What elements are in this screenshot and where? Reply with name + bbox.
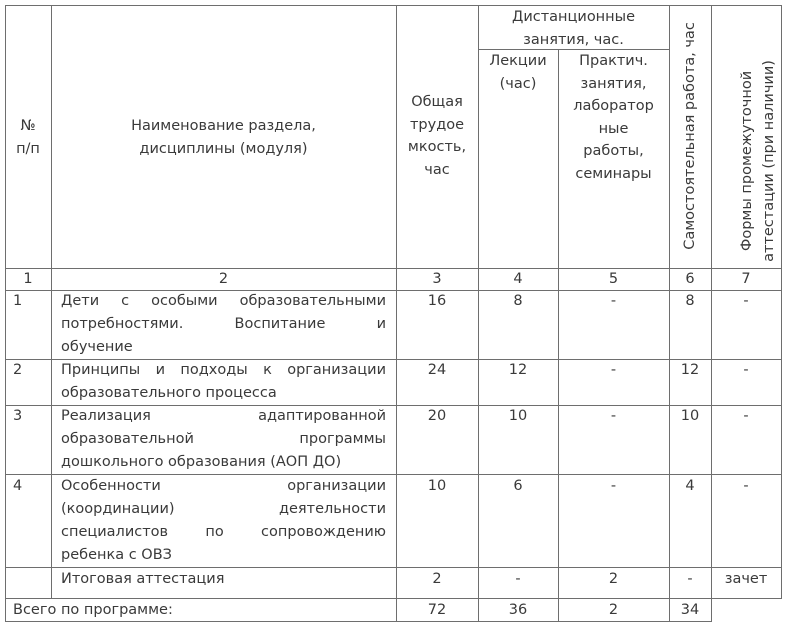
row-num: 1	[13, 293, 23, 309]
row-form: -	[743, 293, 749, 309]
row-practice: -	[610, 362, 617, 378]
row-form: -	[743, 478, 749, 494]
colnum-5: 5	[608, 271, 619, 287]
final-lectures: -	[515, 571, 521, 587]
header-practice: Практич. занятия, лаборатор ные работы, семинары	[573, 53, 654, 182]
row-form: -	[743, 362, 749, 378]
colnum-6: 6	[685, 271, 695, 287]
header-forms-line1: Формы промежуточной	[739, 70, 755, 252]
colnum-4: 4	[513, 271, 523, 287]
final-total: 2	[432, 571, 442, 587]
row-lectures: 6	[513, 478, 523, 494]
row-lectures: 8	[513, 293, 523, 309]
col-line-5	[669, 5, 670, 622]
row-form: -	[743, 408, 749, 424]
col-line-1	[51, 5, 52, 598]
row-name-line: Реализация адаптированной	[61, 408, 386, 424]
row-lectures: 10	[508, 408, 528, 424]
row-name-line: специалистов по сопровождению	[61, 524, 386, 540]
summary-label: Всего по программе:	[13, 602, 173, 618]
header-name: Наименование раздела, дисциплины (модуля)	[131, 118, 316, 157]
row-name-line: обучение	[61, 339, 133, 355]
final-name: Итоговая аттестация	[61, 571, 225, 587]
row-practice: -	[610, 478, 617, 494]
row-practice: -	[610, 408, 617, 424]
final-practice: 2	[608, 571, 619, 587]
row-name-line: образовательного процесса	[61, 385, 277, 401]
colnum-1: 1	[23, 271, 33, 287]
row-total: 16	[427, 293, 447, 309]
row-name-line: дошкольного образования (АОП ДО)	[61, 454, 342, 470]
row-name-line: Особенности организации	[61, 478, 386, 494]
row-name-line: потребностями. Воспитание и	[61, 316, 386, 332]
final-selfwork: -	[687, 571, 693, 587]
row-practice: -	[610, 293, 617, 309]
header-remote: Дистанционные занятия, час.	[511, 9, 636, 48]
header-lectures: Лекции (час)	[489, 53, 547, 92]
row-name-line: Принципы и подходы к организации	[61, 362, 386, 378]
col-line-3	[478, 5, 479, 622]
row-selfwork: 8	[685, 293, 695, 309]
summary-lectures: 36	[508, 602, 528, 618]
col-line-0	[5, 5, 6, 622]
row-total: 20	[427, 408, 447, 424]
row-num: 3	[13, 408, 23, 424]
row-name-line: ребенка с ОВЗ	[61, 547, 172, 563]
col-line-6	[711, 5, 712, 622]
row-selfwork: 4	[685, 478, 695, 494]
summary-selfwork: 34	[680, 602, 700, 618]
row-total: 24	[427, 362, 447, 378]
row-selfwork: 10	[680, 408, 700, 424]
row-selfwork: 12	[680, 362, 700, 378]
col-line-7	[781, 5, 782, 599]
header-selfwork: Самостоятельная работа, час	[682, 22, 698, 250]
summary-practice: 2	[608, 602, 619, 618]
colnum-3: 3	[432, 271, 442, 287]
row-name-line: (координации) деятельности	[61, 501, 386, 517]
row-name-line: образовательной программы	[61, 431, 386, 447]
header-total: Общая трудое мкость, час	[407, 94, 467, 178]
row-num: 4	[13, 478, 23, 494]
row-name-line: Дети с особыми образовательными	[61, 293, 386, 309]
colnum-2: 2	[218, 271, 229, 287]
row-total: 10	[427, 478, 447, 494]
colnum-7: 7	[741, 271, 751, 287]
row-lectures: 12	[508, 362, 528, 378]
row-num: 2	[13, 362, 23, 378]
header-forms-line2: аттестации (при наличии)	[761, 60, 777, 262]
header-num: № п/п	[16, 118, 40, 157]
summary-total: 72	[427, 602, 447, 618]
final-form: зачет	[724, 571, 768, 587]
